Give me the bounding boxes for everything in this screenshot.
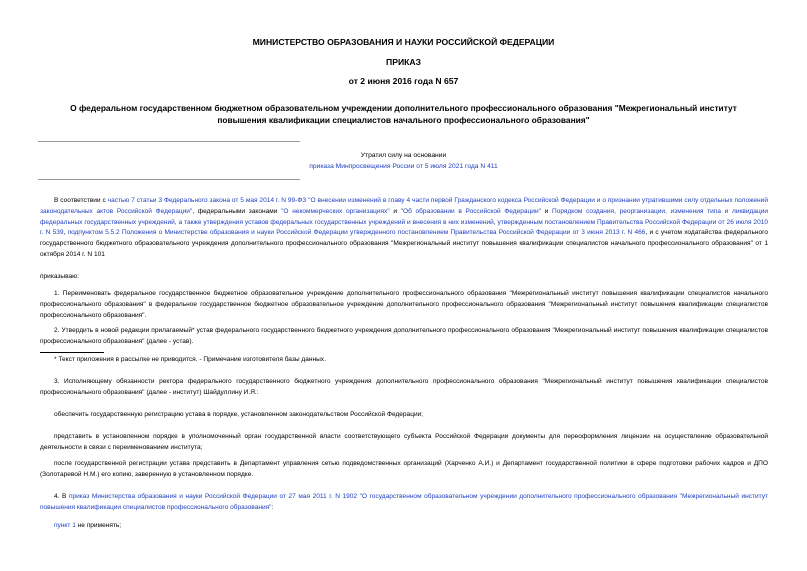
item-3-clause-a: обеспечить государственную регистрацию устава в порядке, установленном законодательством Российской Федерации; xyxy=(54,411,424,418)
status-note-text: Утратил силу на основании xyxy=(360,152,447,159)
item-4-number: 4. В xyxy=(54,493,69,500)
item-4 xyxy=(40,492,768,514)
order-1902-link[interactable]: приказ Министерства образования и науки Российской Федерации от 27 мая 2011 г. N 1902 "О государственном образовательном учреждении дополнительного профессионального образования "Межрегиональный институт повышения квалификации специалистов профессионального образования" xyxy=(40,493,768,511)
status-note xyxy=(0,151,807,172)
orders-label: приказываю: xyxy=(40,273,79,280)
document-title-line-2: повышения квалификации специалистов начального профессионального образования" xyxy=(217,114,590,125)
document-title xyxy=(40,103,767,126)
document-title-line-1: О федеральном государственном бюджетном образовательном учреждении дополнительного профессионального образования "Межрегиональный институт xyxy=(70,103,737,113)
item-1: 1. Переименовать федеральное государственное бюджетное образовательное учреждение дополнительного профессионального образования "Межрегиональный институт повышения квалификации специалистов начального профессионального образования" в федеральное государственное бюджетное образовательное учреждение дополнительного профессионального образования "Межрегиональный институт повышения квалификации специалистов профессионального образования". xyxy=(40,290,768,319)
education-law-link[interactable]: "Об образовании в Российской Федерации" xyxy=(400,207,541,215)
preamble-text-4: и xyxy=(540,207,552,215)
footnote: * Текст приложения в рассылке не приводится. - Примечание изготовителя базы данных. xyxy=(54,356,326,363)
item-3-clause-b: представить в установленном порядке в уполномоченный орган государственной власти соответствующего субъекта Российской Федерации документы для переоформления лицензии на осуществление образовательной деятельности в связи с переименованием института; xyxy=(40,433,768,451)
preamble-text-6: , и с учетом ходатайства федерального государственного бюджетного образовательного учреждения дополнительного профессионального образования "Межрегиональный институт повышения квалификации специалистов начального профессионального образования" от 1 октября 2014 г. N 101 xyxy=(40,229,769,258)
item-2: 2. Утвердить в новой редакции прилагаемый* устав федерального государственного бюджетного учреждения дополнительного профессионального образования "Межрегиональный институт повышения квалификации специалистов профессионального образования" (далее - устав). xyxy=(40,327,768,345)
item-3-clause-c: после государственной регистрации устава представить в Департамент управления сетью подведомственных организаций (Харченко А.И.) и Департамент государственной политики в сфере подготовки рабочих кадров и ДПО (Золотаревой Н.М.) его копию, заверенную в установленном порядке. xyxy=(40,460,768,478)
item-3: 3. Исполняющему обязанности ректора федерального государственного бюджетного учреждения дополнительного профессионального образования "Межрегиональный институт повышения квалификации специалистов профессионального образования" (далее - институт) Шайдуллину И.Я.: xyxy=(40,378,768,396)
preamble-text-5: , xyxy=(63,229,68,237)
point-1-link[interactable]: пункт 1 xyxy=(54,522,76,529)
document-type: ПРИКАЗ xyxy=(386,57,421,67)
law-99fz-link[interactable]: частью 7 статьи 3 Федерального закона от 5 мая 2014 г. N 99-ФЗ "О внесении изменений в главу 4 части первой Гражданского кодекса Российской Федерации и о признании утратившими силу отдельных положений законодательных актов Российской Федерации" xyxy=(40,197,768,215)
preamble-paragraph xyxy=(40,196,768,261)
item-4-clause-a xyxy=(54,521,768,532)
item-4-clause-a-text: не применять; xyxy=(75,522,122,529)
procedure-539-link[interactable]: Порядком создания, реорганизации, изменения типа и ликвидации федеральных государственных учреждений, а также утверждения уставов федеральных государственных учреждений и внесения в них изменений, утвержденным постановлением Правительства Российской Федерации от 26 июля 2010 г. N 539 xyxy=(40,207,769,237)
ministry-heading: МИНИСТЕРСТВО ОБРАЗОВАНИЯ И НАУКИ РОССИЙСКОЙ ФЕДЕРАЦИИ xyxy=(252,37,555,47)
preamble-text-3: и xyxy=(389,207,401,215)
preamble-text-2: , федеральными законами xyxy=(192,207,282,215)
status-rule-top xyxy=(38,141,300,142)
repealing-order-link[interactable]: приказа Минпросвещения России от 5 июля 2021 года N 411 xyxy=(309,162,498,170)
subparagraph-5-5-2-link[interactable]: подпунктом 5.5.2 Положения о Министерстве образования и науки Российской Федерации утвержденного постановлением Правительства Российской Федерации от 3 июня 2013 г. N 466 xyxy=(67,229,646,237)
status-rule-bottom xyxy=(38,179,300,180)
footnote-rule xyxy=(40,352,104,353)
item-4-tail: : xyxy=(271,503,274,511)
preamble-text-1: В соответствии с xyxy=(54,197,108,204)
document-date-number: от 2 июня 2016 года N 657 xyxy=(348,76,459,86)
nko-law-link[interactable]: "О некоммерческих организациях" xyxy=(281,207,390,215)
